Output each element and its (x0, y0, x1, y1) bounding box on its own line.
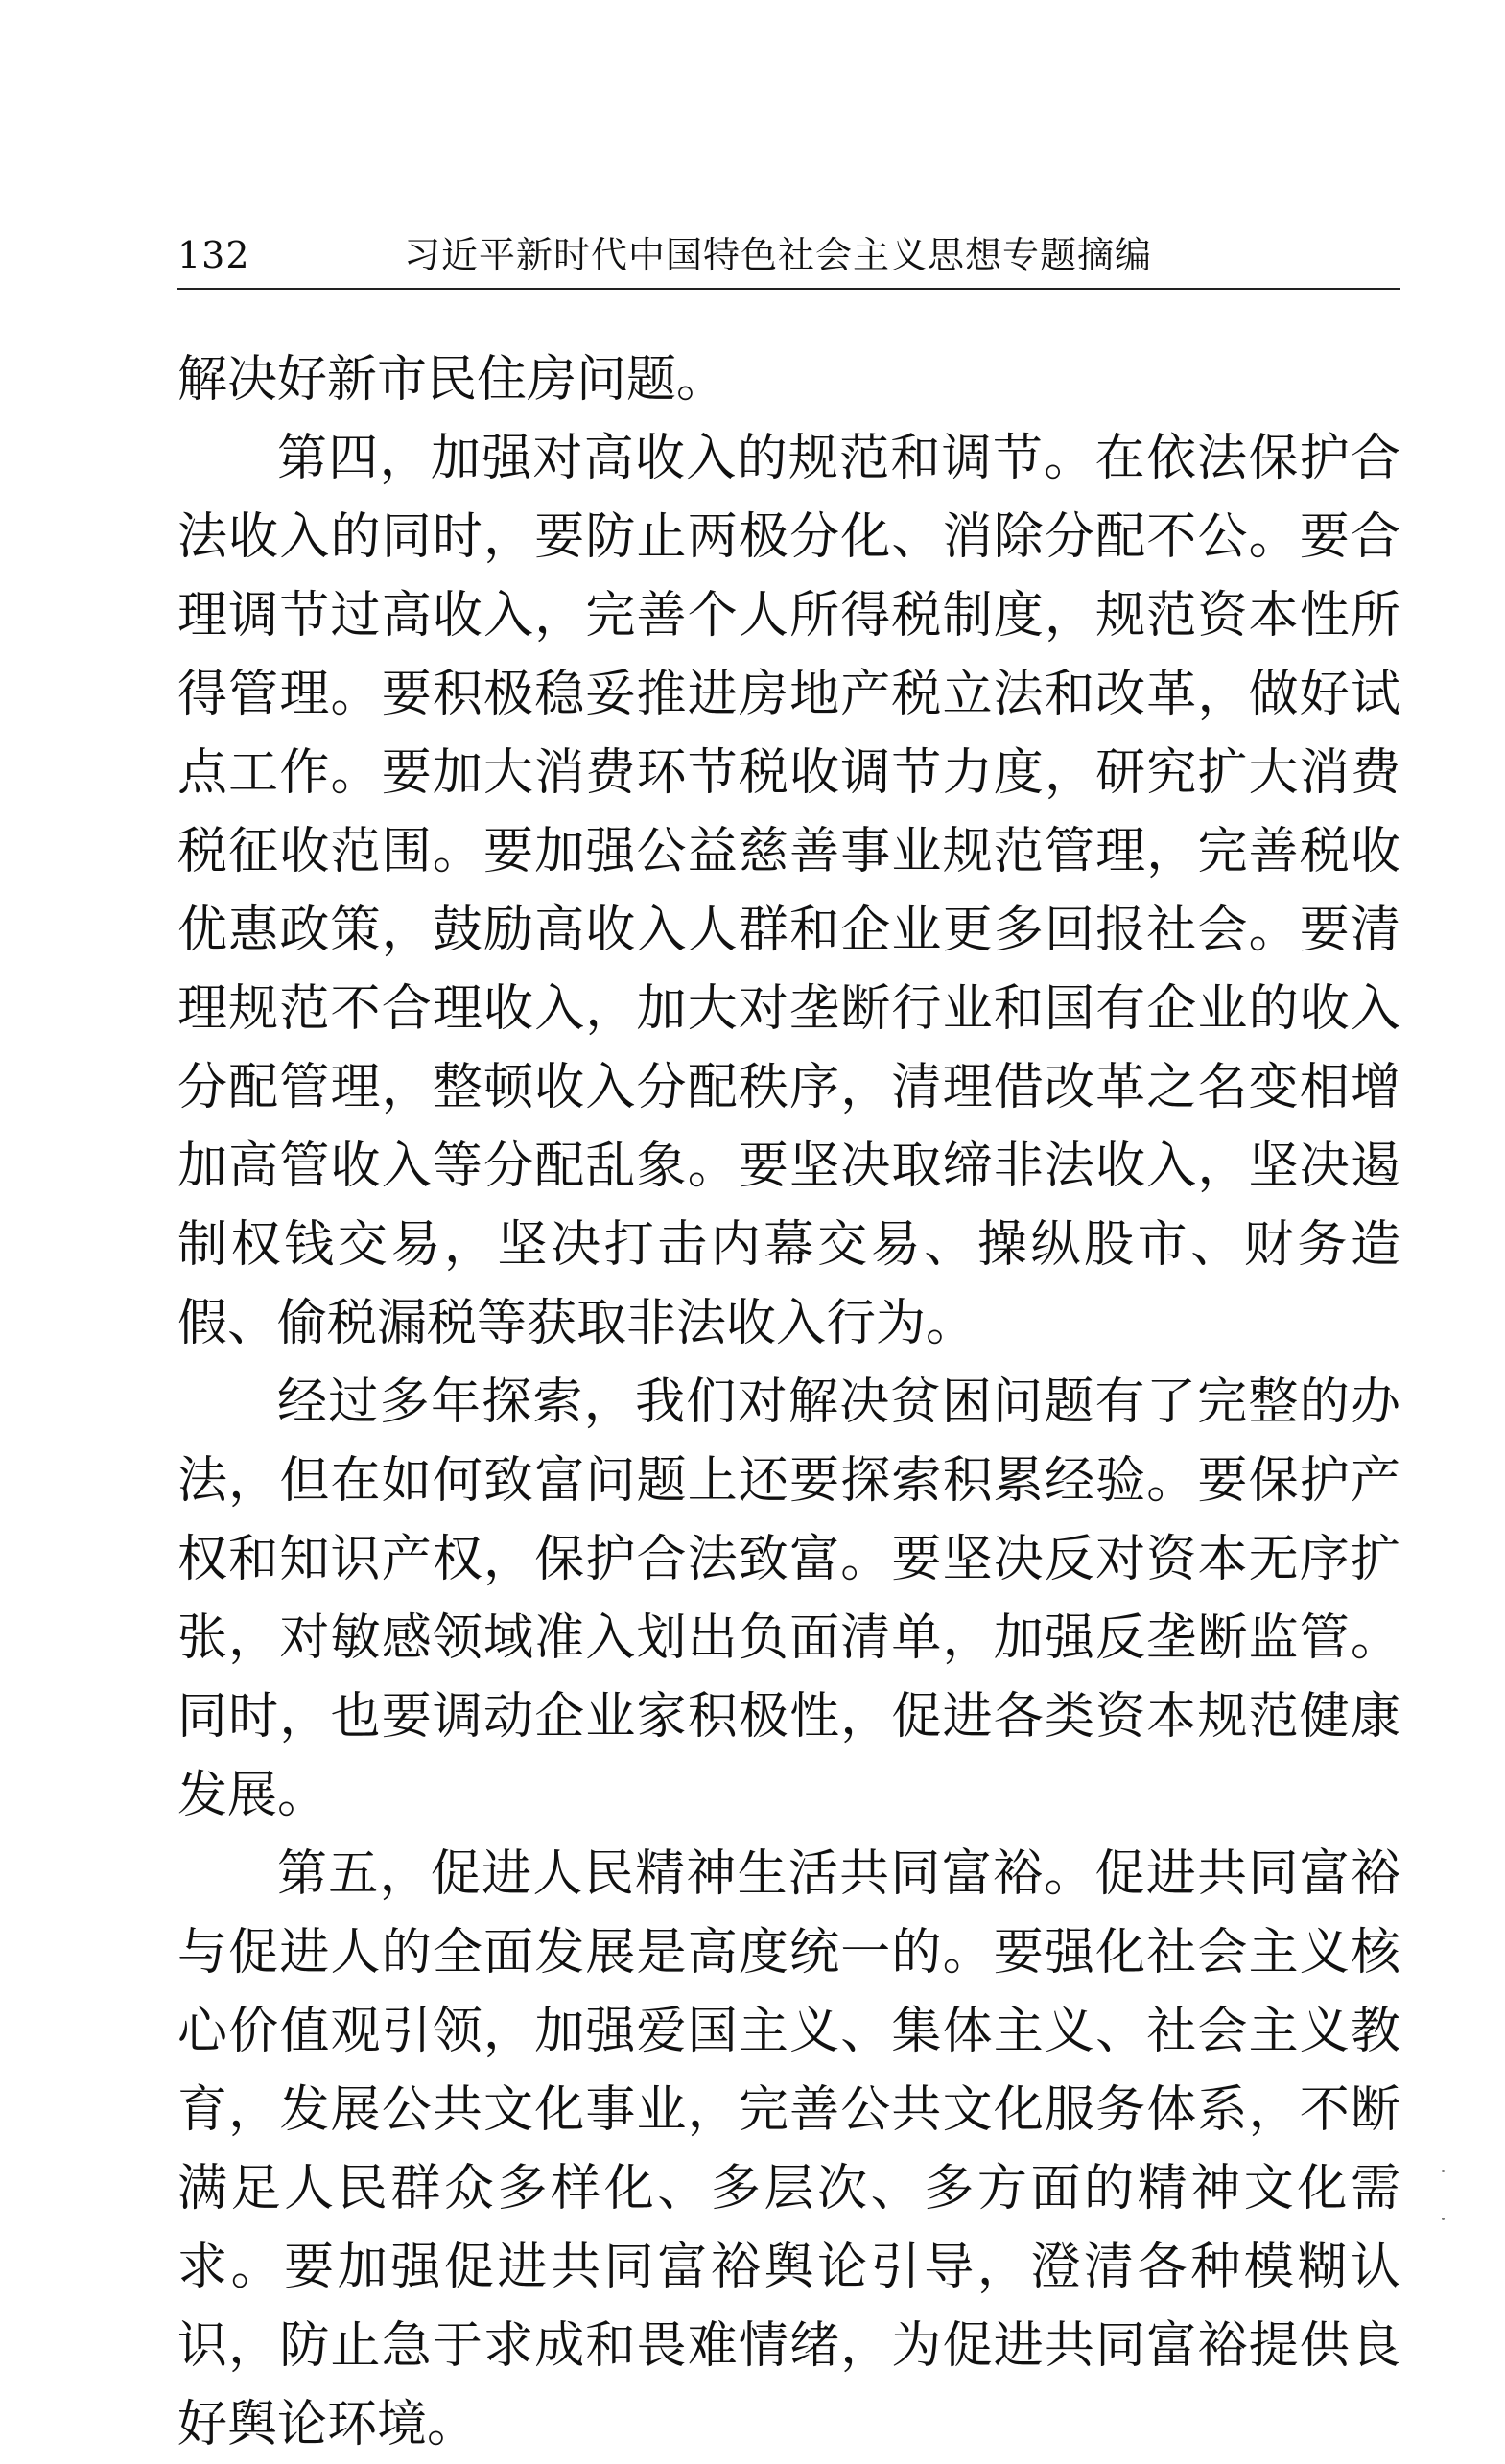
scan-speck (1442, 2218, 1445, 2220)
body-text (177, 340, 1400, 2464)
paragraph-fourth-measure: 第四，加强对高收入的规范和调节。在依法保护合法收入的同时，要防止两极分化、消除分配不公。要合理调节过高收入，完善个人所得税制度，规范资本性所得管理。要积极稳妥推进房地产税立法和改革，做好试点工作。要加大消费环节税收调节力度，研究扩大消费税征收范围。要加强公益慈善事业规范管理，完善税收优惠政策，鼓励高收入人群和企业更多回报社会。要清理规范不合理收入，加大对垄断行业和国有企业的收入分配管理，整顿收入分配秩序，清理借改革之名变相增加高管收入等分配乱象。要坚决取缔非法收入，坚决遏制权钱交易，坚决打击内幕交易、操纵股市、财务造假、偷税漏税等获取非法收入行为。 (177, 430, 1400, 1352)
page-number: 132 (177, 234, 250, 276)
paragraph-continuation: 解决好新市民住房问题。 (177, 351, 727, 409)
running-header (177, 228, 1400, 290)
book-title: 习近平新时代中国特色社会主义思想专题摘编 (404, 234, 1153, 276)
paragraph-wealth-experience: 经过多年探索，我们对解决贫困问题有了完整的办法，但在如何致富问题上还要探索积累经验。要保护产权和知识产权，保护合法致富。要坚决反对资本无序扩张，对敏感领域准入划出负面清单，加强反垄断监管。同时，也要调动企业家积极性，促进各类资本规范健康发展。 (177, 1373, 1400, 1824)
scan-speck (1442, 2170, 1445, 2172)
paragraph-fifth-measure: 第五，促进人民精神生活共同富裕。促进共同富裕与促进人的全面发展是高度统一的。要强化社会主义核心价值观引领，加强爱国主义、集体主义、社会主义教育，发展公共文化事业，完善公共文化服务体系，不断满足人民群众多样化、多层次、多方面的精神文化需求。要加强促进共同富裕舆论引导，澄清各种模糊认识，防止急于求成和畏难情绪，为促进共同富裕提供良好舆论环境。 (177, 1845, 1400, 2453)
